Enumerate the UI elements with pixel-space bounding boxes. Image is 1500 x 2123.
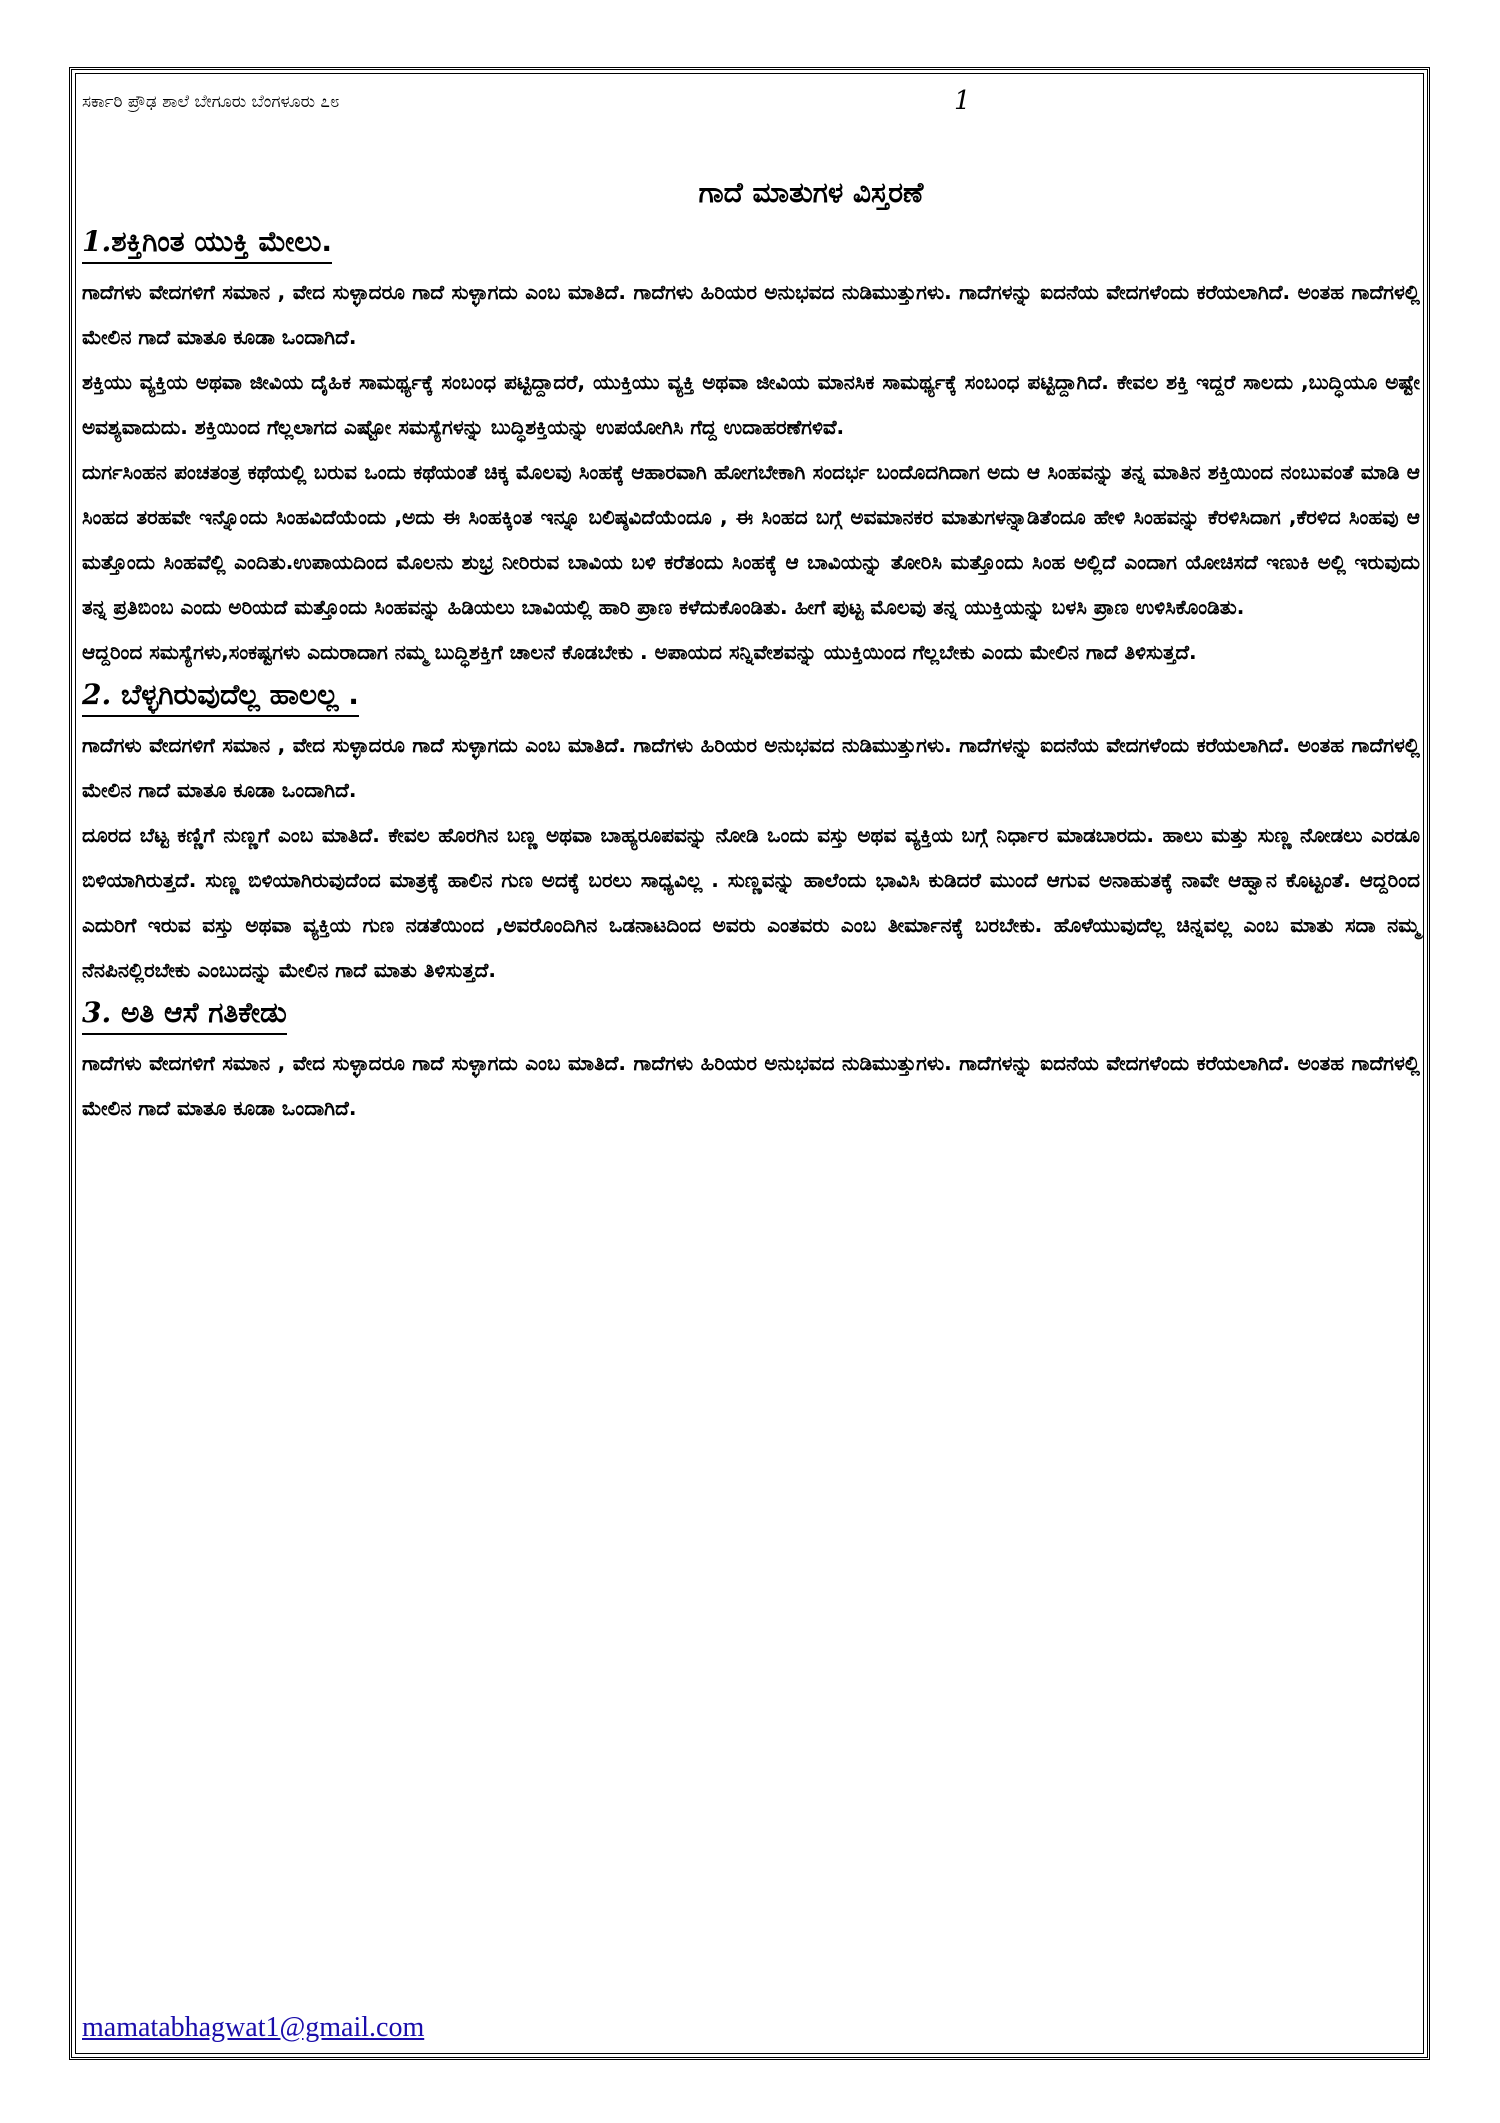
section-title-text: ಬೆಳ್ಳಗಿರುವುದೆಲ್ಲ ಹಾಲಲ್ಲ . [120,678,359,711]
section-number: 2. [82,678,112,711]
section-number: 3. [82,996,112,1029]
section-title-text: ಶಕ್ತಿಗಿಂತ ಯುಕ್ತಿ ಮೇಲು. [111,225,332,258]
author-email-link[interactable]: mamatabhagwat1@gmail.com [82,2012,425,2043]
school-name: ಸರ್ಕಾರಿ ಪ್ರೌಢ ಶಾಲೆ ಬೇಗೂರು ಬೆಂಗಳೂರು ೭೮ [82,92,340,112]
paragraph: ಶಕ್ತಿಯು ವ್ಯಕ್ತಿಯ ಅಥವಾ ಜೀವಿಯ ದೈಹಿಕ ಸಾಮರ್ಥ್ಯಕ್ಕೆ ಸಂಬಂಧ ಪಟ್ಟಿದ್ದಾದರೆ, ಯುಕ್ತಿಯು ವ್ಯಕ್ತಿ ಅಥವಾ ಜೀವಿಯ ಮಾನಸಿಕ ಸಾಮರ್ಥ್ಯಕ್ಕೆ ಸಂಬಂಧ ಪಟ್ಟಿದ್ದಾಗಿದೆ. ಕೇವಲ ಶಕ್ತಿ ಇದ್ದರೆ ಸಾಲದು ,ಬುದ್ಧಿಯೂ ಅಷ್ಟೇ ಅವಶ್ಯವಾದುದು. ಶಕ್ತಿಯಿಂದ ಗೆಲ್ಲಲಾಗದ ಎಷ್ಟೋ ಸಮಸ್ಯೆಗಳನ್ನು ಬುದ್ಧಿಶಕ್ತಿಯನ್ನು ಉಪಯೋಗಿಸಿ ಗೆದ್ದ ಉದಾಹರಣೆಗಳಿವೆ. [82,370,1420,439]
paragraph: ಗಾದೆಗಳು ವೇದಗಳಿಗೆ ಸಮಾನ , ವೇದ ಸುಳ್ಳಾದರೂ ಗಾದೆ ಸುಳ್ಳಾಗದು ಎಂಬ ಮಾತಿದೆ. ಗಾದೆಗಳು ಹಿರಿಯರ ಅನುಭವದ ನುಡಿಮುತ್ತುಗಳು. ಗಾದೆಗಳನ್ನು ಐದನೆಯ ವೇದಗಳೆಂದು ಕರೆಯಲಾಗಿದೆ. ಅಂತಹ ಗಾದೆಗಳಲ್ಲಿ ಮೇಲಿನ ಗಾದೆ ಮಾತೂ ಕೂಡಾ ಒಂದಾಗಿದೆ. [82,733,1420,802]
section-1 [82,222,1420,675]
paragraph: ಗಾದೆಗಳು ವೇದಗಳಿಗೆ ಸಮಾನ , ವೇದ ಸುಳ್ಳಾದರೂ ಗಾದೆ ಸುಳ್ಳಾಗದು ಎಂಬ ಮಾತಿದೆ. ಗಾದೆಗಳು ಹಿರಿಯರ ಅನುಭವದ ನುಡಿಮುತ್ತುಗಳು. ಗಾದೆಗಳನ್ನು ಐದನೆಯ ವೇದಗಳೆಂದು ಕರೆಯಲಾಗಿದೆ. ಅಂತಹ ಗಾದೆಗಳಲ್ಲಿ ಮೇಲಿನ ಗಾದೆ ಮಾತೂ ಕೂಡಾ ಒಂದಾಗಿದೆ. [82,280,1420,349]
section-heading [82,224,332,264]
paragraph: ಗಾದೆಗಳು ವೇದಗಳಿಗೆ ಸಮಾನ , ವೇದ ಸುಳ್ಳಾದರೂ ಗಾದೆ ಸುಳ್ಳಾಗದು ಎಂಬ ಮಾತಿದೆ. ಗಾದೆಗಳು ಹಿರಿಯರ ಅನುಭವದ ನುಡಿಮುತ್ತುಗಳು. ಗಾದೆಗಳನ್ನು ಐದನೆಯ ವೇದಗಳೆಂದು ಕರೆಯಲಾಗಿದೆ. ಅಂತಹ ಗಾದೆಗಳಲ್ಲಿ ಮೇಲಿನ ಗಾದೆ ಮಾತೂ ಕೂಡಾ ಒಂದಾಗಿದೆ. [82,1051,1420,1120]
paragraph: ದುರ್ಗಸಿಂಹನ ಪಂಚತಂತ್ರ ಕಥೆಯಲ್ಲಿ ಬರುವ ಒಂದು ಕಥೆಯಂತೆ ಚಿಕ್ಕ ಮೊಲವು ಸಿಂಹಕ್ಕೆ ಆಹಾರವಾಗಿ ಹೋಗಬೇಕಾಗಿ ಸಂದರ್ಭ ಬಂದೊದಗಿದಾಗ ಅದು ಆ ಸಿಂಹವನ್ನು ತನ್ನ ಮಾತಿನ ಶಕ್ತಿಯಿಂದ ನಂಬುವಂತೆ ಮಾಡಿ ಆ ಸಿಂಹದ ತರಹವೇ ಇನ್ನೊಂದು ಸಿಂಹವಿದೆಯೆಂದು ,ಅದು ಈ ಸಿಂಹಕ್ಕಿಂತ ಇನ್ನೂ ಬಲಿಷ್ಠವಿದೆಯೆಂದೂ , ಈ ಸಿಂಹದ ಬಗ್ಗೆ ಅವಮಾನಕರ ಮಾತುಗಳನ್ನಾಡಿತೆಂದೂ ಹೇಳಿ ಸಿಂಹವನ್ನು ಕೆರಳಿಸಿದಾಗ ,ಕೆರಳಿದ ಸಿಂಹವು ಆ ಮತ್ತೊಂದು ಸಿಂಹವೆಲ್ಲಿ ಎಂದಿತು.ಉಪಾಯದಿಂದ ಮೊಲನು ಶುಭ್ರ ನೀರಿರುವ ಬಾವಿಯ ಬಳಿ ಕರೆತಂದು ಸಿಂಹಕ್ಕೆ ಆ ಬಾವಿಯನ್ನು ತೋರಿಸಿ ಮತ್ತೊಂದು ಸಿಂಹ ಅಲ್ಲಿದೆ ಎಂದಾಗ ಯೋಚಿಸದೆ ಇಣುಕಿ ಅಲ್ಲಿ ಇರುವುದು ತನ್ನ ಪ್ರತಿಬಿಂಬ ಎಂದು ಅರಿಯದೆ ಮತ್ತೊಂದು ಸಿಂಹವನ್ನು ಹಿಡಿಯಲು ಬಾವಿಯಲ್ಲಿ ಹಾರಿ ಪ್ರಾಣ ಕಳೆದುಕೊಂಡಿತು. ಹೀಗೆ ಪುಟ್ಟ ಮೊಲವು ತನ್ನ ಯುಕ್ತಿಯನ್ನು ಬಳಸಿ ಪ್ರಾಣ ಉಳಿಸಿಕೊಂಡಿತು. [82,460,1420,619]
section-heading [82,677,359,717]
section-title-text: ಅತಿ ಆಸೆ ಗತಿಕೇಡು [120,996,287,1029]
section-number: 1. [82,225,112,258]
page-header [82,88,1412,118]
document-body [82,172,1420,1131]
section-3 [82,993,1420,1131]
section-2 [82,675,1420,993]
page-number: 1 [954,86,971,116]
paragraph: ದೂರದ ಬೆಟ್ಟ ಕಣ್ಣಿಗೆ ನುಣ್ಣಗೆ ಎಂಬ ಮಾತಿದೆ. ಕೇವಲ ಹೊರಗಿನ ಬಣ್ಣ ಅಥವಾ ಬಾಹ್ಯರೂಪವನ್ನು ನೋಡಿ ಒಂದು ವಸ್ತು ಅಥವ ವ್ಯಕ್ತಿಯ ಬಗ್ಗೆ ನಿರ್ಧಾರ ಮಾಡಬಾರದು. ಹಾಲು ಮತ್ತು ಸುಣ್ಣ ನೋಡಲು ಎರಡೂ ಬಿಳಿಯಾಗಿರುತ್ತದೆ. ಸುಣ್ಣ ಬಿಳಿಯಾಗಿರುವುದೆಂದ ಮಾತ್ರಕ್ಕೆ ಹಾಲಿನ ಗುಣ ಅದಕ್ಕೆ ಬರಲು ಸಾಧ್ಯವಿಲ್ಲ . ಸುಣ್ಣವನ್ನು ಹಾಲೆಂದು ಭಾವಿಸಿ ಕುಡಿದರೆ ಮುಂದೆ ಆಗುವ ಅನಾಹುತಕ್ಕೆ ನಾವೇ ಆಹ್ವಾನ ಕೊಟ್ಟಂತೆ. ಆದ್ದರಿಂದ ಎದುರಿಗೆ ಇರುವ ವಸ್ತು ಅಥವಾ ವ್ಯಕ್ತಿಯ ಗುಣ ನಡತೆಯಿಂದ ,ಅವರೊಂದಿಗಿನ ಒಡನಾಟದಿಂದ ಅವರು ಎಂತವರು ಎಂಬ ತೀರ್ಮಾನಕ್ಕೆ ಬರಬೇಕು. ಹೊಳೆಯುವುದೆಲ್ಲ ಚಿನ್ನವಲ್ಲ ಎಂಬ ಮಾತು ಸದಾ ನಮ್ಮ ನೆನಪಿನಲ್ಲಿರಬೇಕು ಎಂಬುದನ್ನು ಮೇಲಿನ ಗಾದೆ ಮಾತು ತಿಳಿಸುತ್ತದೆ. [82,823,1420,982]
paragraph: ಆದ್ದರಿಂದ ಸಮಸ್ಯೆಗಳು,ಸಂಕಷ್ಟಗಳು ಎದುರಾದಾಗ ನಮ್ಮ ಬುದ್ಧಿಶಕ್ತಿಗೆ ಚಾಲನೆ ಕೊಡಬೇಕು . ಅಪಾಯದ ಸನ್ನಿವೇಶವನ್ನು ಯುಕ್ತಿಯಿಂದ ಗೆಲ್ಲಬೇಕು ಎಂದು ಮೇಲಿನ ಗಾದೆ ತಿಳಿಸುತ್ತದೆ. [82,640,1197,664]
page-title: ಗಾದೆ ಮಾತುಗಳ ವಿಸ್ತರಣೆ [698,176,924,209]
section-heading [82,995,287,1035]
